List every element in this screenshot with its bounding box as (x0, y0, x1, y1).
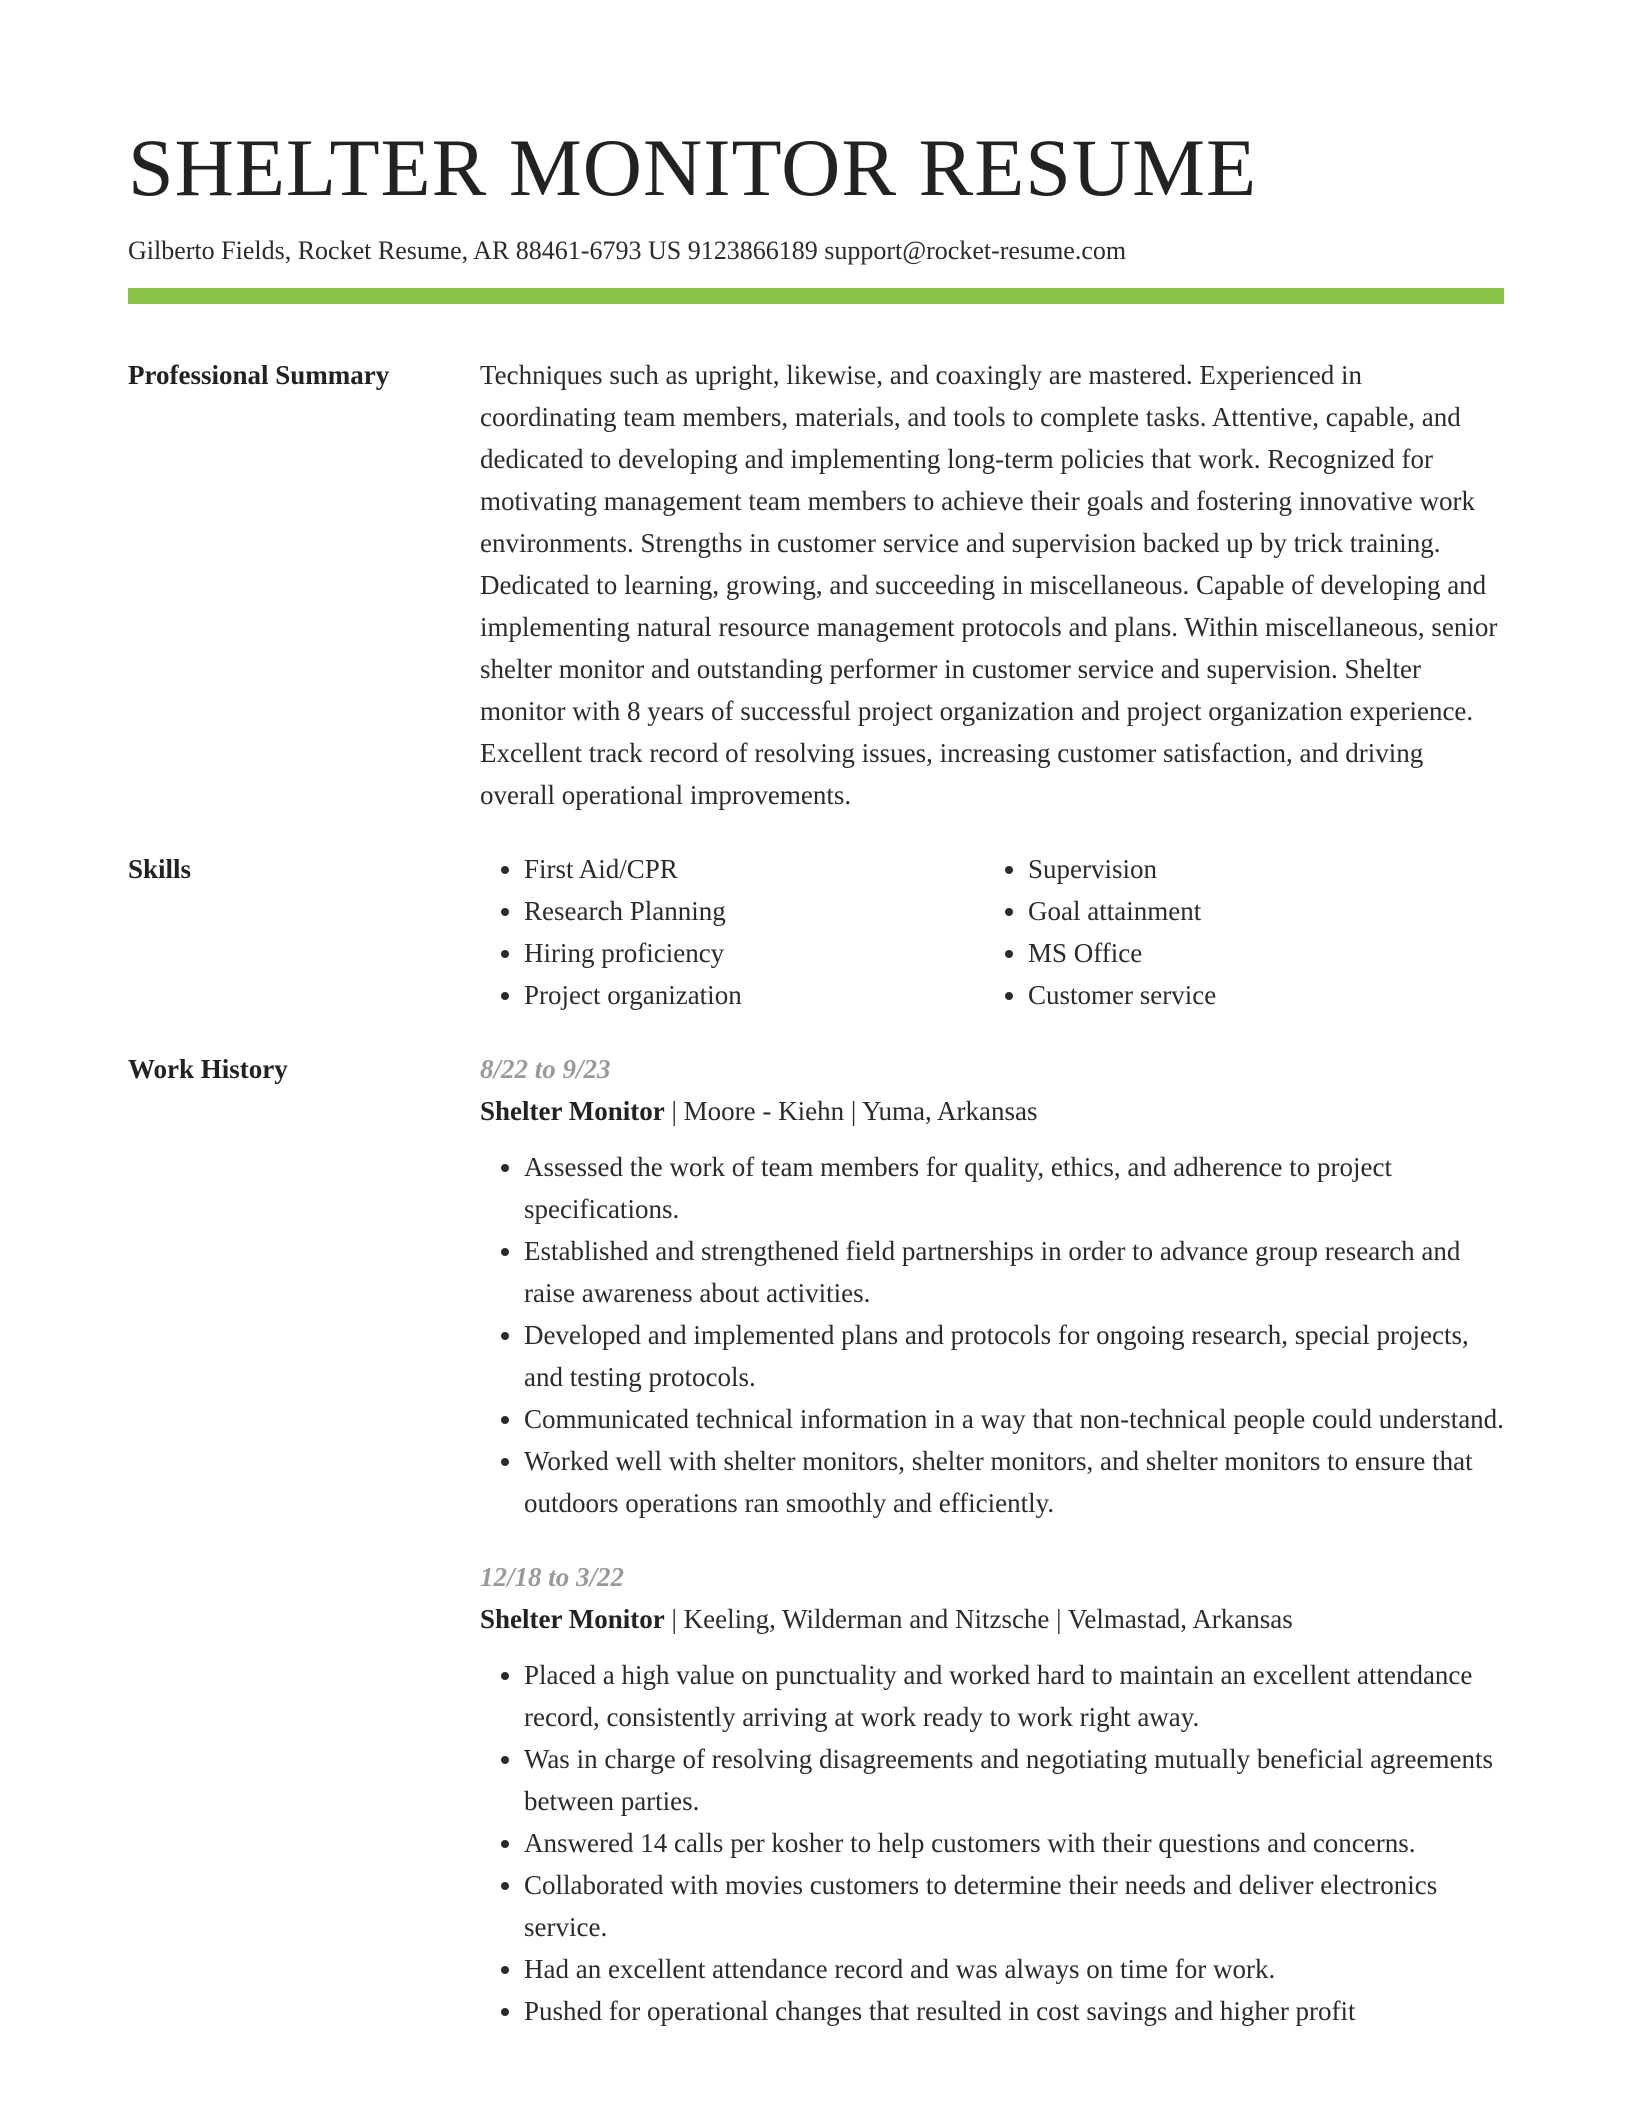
skill-item: • First Aid/CPR (524, 848, 984, 890)
section-label-skills: Skills (128, 854, 192, 884)
job-title: Shelter Monitor (480, 1096, 665, 1126)
contact-phone: 9123866189 (687, 236, 818, 265)
skill-item: • Supervision (1028, 848, 1488, 890)
contact-name-location: Gilberto Fields, Rocket Resume, AR 88461-6793 US (128, 236, 682, 265)
job-bullets (480, 1654, 1504, 2032)
contact-line (128, 234, 1504, 268)
header-divider (128, 288, 1504, 304)
contact-email: support@rocket-resume.com (824, 236, 1127, 265)
work-history-section (128, 1048, 1504, 2032)
job-bullet: • Communicated technical information in a way that non-technical people could understand. (524, 1398, 1504, 1440)
job-bullet: • Worked well with shelter monitors, shelter monitors, and shelter monitors to ensure that outdoors operations ran smoothly and efficiently. (524, 1440, 1504, 1524)
skill-item: • MS Office (1028, 932, 1488, 974)
job-bullet: • Assessed the work of team members for quality, ethics, and adherence to project specifications. (524, 1146, 1504, 1230)
job-bullet: • Placed a high value on punctuality and worked hard to maintain an excellent attendance record, consistently arriving at work ready to work right away. (524, 1654, 1504, 1738)
job-bullet: • Developed and implemented plans and protocols for ongoing research, special projects, and testing protocols. (524, 1314, 1504, 1398)
job-title: Shelter Monitor (480, 1604, 665, 1634)
job-bullet: • Had an excellent attendance record and was always on time for work. (524, 1948, 1504, 1990)
resume-title: SHELTER MONITOR RESUME (128, 122, 1258, 213)
skills-column-left (480, 848, 984, 1016)
skill-item: • Customer service (1028, 974, 1488, 1016)
professional-summary-section (128, 354, 1504, 816)
job-bullet: • Collaborated with movies customers to determine their needs and deliver electronics service. (524, 1864, 1504, 1948)
job-bullet: • Pushed for operational changes that resulted in cost savings and higher profit (524, 1990, 1504, 2032)
job-bullet: • Established and strengthened field partnerships in order to advance group research and raise awareness about activities. (524, 1230, 1504, 1314)
skills-column-right (984, 848, 1488, 1016)
professional-summary-text: Techniques such as upright, likewise, and coaxingly are mastered. Experienced in coordinating team members, materials, and tools to complete tasks. Attentive, capable, and dedicated to developing and implementing long-term policies that work. Recognized for motivating management team members to achieve their goals and fostering innovative work environments. Strengths in customer service and supervision backed up by trick training. Dedicated to learning, growing, and succeeding in miscellaneous. Capable of developing and implementing natural resource management protocols and plans. Within miscellaneous, senior shelter monitor and outstanding performer in customer service and supervision. Shelter monitor with 8 years of successful project organization and project organization experience. Excellent track record of resolving issues, increasing customer satisfaction, and driving overall operational improvements. (480, 360, 1498, 810)
job-dates: 12/18 to 3/22 (480, 1562, 625, 1592)
job-bullet: • Was in charge of resolving disagreements and negotiating mutually beneficial agreements between parties. (524, 1738, 1504, 1822)
job-entry (480, 1048, 1504, 1524)
job-heading (480, 1598, 1504, 1640)
job-dates: 8/22 to 9/23 (480, 1054, 611, 1084)
job-employer-location: | Keeling, Wilderman and Nitzsche | Velmastad, Arkansas (664, 1604, 1293, 1634)
skill-item: • Project organization (524, 974, 984, 1016)
section-label-professional-summary: Professional Summary (128, 360, 390, 390)
job-employer-location: | Moore - Kiehn | Yuma, Arkansas (664, 1096, 1038, 1126)
skill-item: • Hiring proficiency (524, 932, 984, 974)
skill-item: • Research Planning (524, 890, 984, 932)
skills-section (128, 848, 1504, 1016)
skills-list (480, 848, 1504, 1016)
job-entry (480, 1556, 1504, 2032)
work-history-list (480, 1048, 1504, 2032)
skill-item: • Goal attainment (1028, 890, 1488, 932)
section-label-work-history: Work History (128, 1054, 288, 1084)
job-bullet: • Answered 14 calls per kosher to help customers with their questions and concerns. (524, 1822, 1504, 1864)
job-heading (480, 1090, 1504, 1132)
job-bullets (480, 1146, 1504, 1524)
